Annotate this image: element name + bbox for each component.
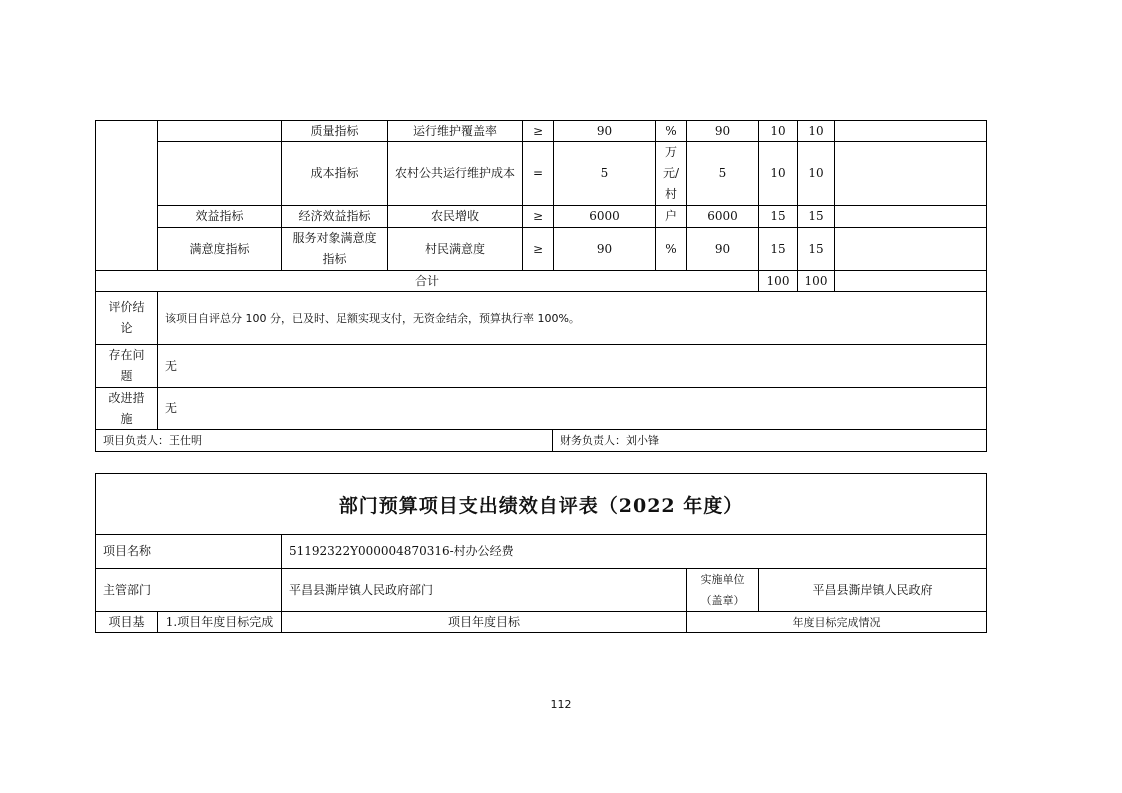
label-line: （盖章） (700, 594, 745, 607)
total-weight: 100 (766, 273, 790, 288)
label-line: 改进措 (108, 390, 145, 405)
table-title: 部门预算项目支出绩效自评表（2022 年度） (338, 494, 744, 517)
operator: ≥ (532, 123, 544, 138)
level3-indicator: 农民增收 (430, 209, 479, 223)
score: 10 (808, 123, 824, 138)
score: 15 (808, 209, 824, 223)
level2-indicator: 质量指标 (310, 123, 359, 138)
target-value: 5 (600, 166, 609, 180)
label-line: 题 (120, 369, 133, 383)
level1-indicator: 满意度指标 (189, 241, 250, 256)
department-label: 主管部门 (103, 582, 152, 597)
score: 10 (808, 166, 824, 180)
total-score: 100 (804, 273, 828, 288)
actual-value: 90 (714, 241, 731, 256)
actual-value: 90 (714, 123, 731, 138)
level2-line: 服务对象满意度 (292, 231, 377, 245)
actual-value: 5 (718, 166, 727, 180)
target-value: 6000 (589, 209, 620, 223)
weight: 15 (770, 241, 786, 256)
conclusion-text: 该项目自评总分 100 分，已及时、足额实现支付，无资金结余，预算执行率 100%。 (165, 311, 580, 325)
problems-text: 无 (165, 358, 178, 373)
project-name-value: 51192322Y000004870316-村办公经费 (289, 544, 514, 558)
target-value: 90 (596, 123, 613, 138)
project-lead-signature: 项目负责人：王仕明 (103, 434, 202, 447)
unit-line: 村 (664, 187, 677, 201)
level3-indicator: 农村公共运行维护成本 (394, 166, 515, 180)
level2-line: 指标 (322, 252, 347, 266)
score: 15 (808, 241, 824, 256)
finance-lead-signature: 财务负责人：刘小锋 (560, 434, 659, 447)
level2-indicator: 经济效益指标 (298, 209, 371, 223)
implementing-unit-value: 平昌县澌岸镇人民政府 (812, 582, 933, 597)
department-value: 平昌县澌岸镇人民政府部门 (289, 582, 434, 597)
unit: % (665, 123, 677, 138)
weight: 10 (770, 123, 786, 138)
basic-info-label: 项目基 (108, 614, 145, 629)
page-number: 112 (550, 698, 572, 711)
unit: % (665, 241, 677, 256)
annual-goal-header: 项目年度目标 (447, 614, 520, 629)
label-line: 存在问 (108, 348, 145, 362)
unit-line: 万 (664, 145, 677, 159)
level2-indicator: 成本指标 (310, 166, 359, 180)
label-line: 评价结 (108, 300, 145, 314)
level3-indicator: 村民满意度 (424, 241, 485, 256)
unit: 户 (664, 209, 677, 223)
unit-line: 元/ (662, 166, 680, 180)
unit (656, 142, 686, 205)
total-label: 合计 (414, 273, 439, 288)
label-line: 论 (120, 321, 133, 335)
measures-text: 无 (165, 401, 178, 415)
weight: 15 (770, 209, 786, 223)
weight: 10 (770, 166, 786, 180)
label-line: 施 (120, 411, 133, 426)
operator: ≥ (532, 209, 544, 223)
level1-indicator: 效益指标 (195, 209, 244, 223)
implementing-unit-label (687, 569, 758, 611)
completion-status-header: 年度目标完成情况 (792, 615, 881, 629)
actual-value: 6000 (707, 209, 738, 223)
level3-indicator: 运行维护覆盖率 (412, 123, 497, 138)
conclusion-label (96, 292, 157, 344)
operator: = (532, 166, 544, 180)
goal-completion-label: 1.项目年度目标完成 (165, 614, 274, 629)
target-value: 90 (596, 241, 613, 256)
project-name-label: 项目名称 (103, 544, 152, 558)
problems-label (96, 345, 157, 387)
label-line: 实施单位 (700, 573, 745, 586)
measures-label (96, 388, 157, 429)
level2-indicator (282, 228, 387, 270)
operator: ≥ (532, 241, 544, 256)
